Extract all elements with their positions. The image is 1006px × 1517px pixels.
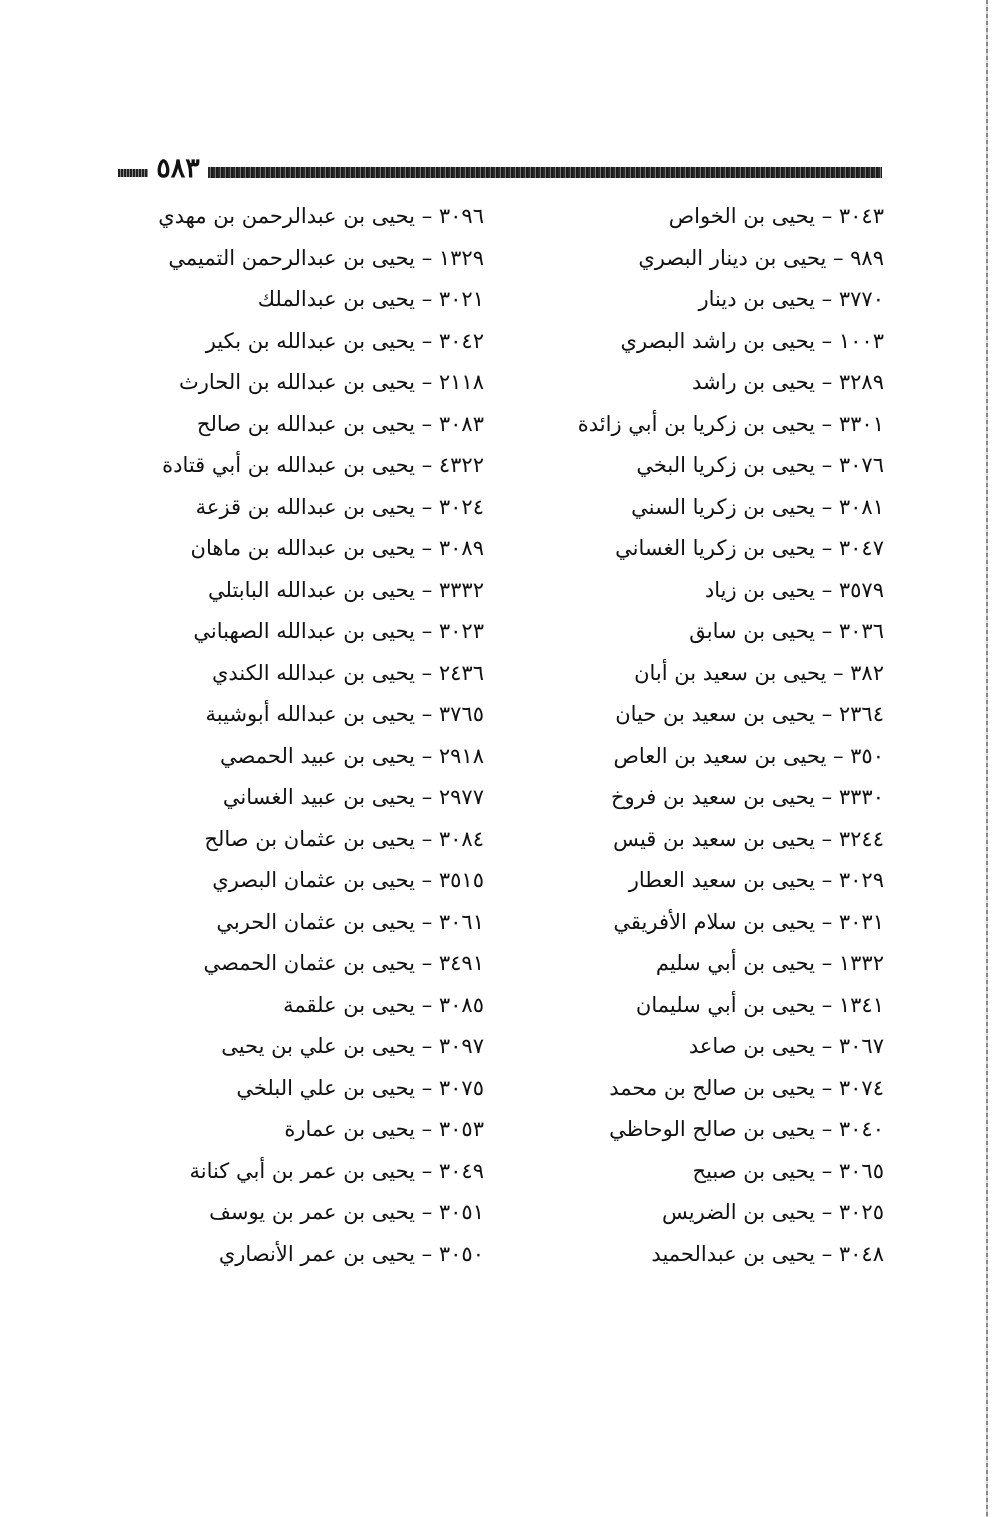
index-entry: ٢٩٧٧ – يحيى بن عبيد الغساني bbox=[222, 785, 484, 809]
index-entry: ٣٠٢٣ – يحيى بن عبدالله الصهباني bbox=[193, 619, 484, 643]
index-entry: ١٣٣٢ – يحيى بن أبي سليم bbox=[655, 951, 884, 975]
header-ornament-left bbox=[118, 169, 148, 177]
index-entry: ٣٠٤٩ – يحيى بن عمر بن أبي كنانة bbox=[189, 1158, 484, 1183]
index-entry: ٣٠٤٨ – يحيى بن عبدالحميد bbox=[651, 1241, 884, 1266]
index-column-right bbox=[484, 196, 884, 1275]
index-entry: ٣٠٦١ – يحيى بن عثمان الحربي bbox=[216, 909, 484, 934]
index-entry: ٣٣٠١ – يحيى بن زكريا بن أبي زائدة bbox=[577, 411, 884, 436]
index-entry: ٣٧٧٠ – يحيى بن دينار bbox=[698, 287, 884, 311]
index-entry: ٣٠٨٩ – يحيى بن عبدالله بن ماهان bbox=[190, 536, 484, 560]
index-entry: ٣٠٨٤ – يحيى بن عثمان بن صالح bbox=[204, 826, 484, 851]
index-entry: ٣٠٥١ – يحيى بن عمر بن يوسف bbox=[209, 1200, 484, 1224]
index-entry: ٣٠٥٠ – يحيى بن عمر الأنصاري bbox=[218, 1241, 484, 1266]
index-entry: ٣٠٣٦ – يحيى بن سابق bbox=[689, 619, 884, 643]
index-entry: ٣٠٢٥ – يحيى بن الضريس bbox=[661, 1200, 884, 1224]
index-columns bbox=[0, 196, 1006, 1296]
page-number: ٥٨٣ bbox=[156, 153, 200, 184]
index-entry: ٣٠٨١ – يحيى بن زكريا السني bbox=[631, 494, 884, 519]
index-entry: ٣٠٩٦ – يحيى بن عبدالرحمن بن مهدي bbox=[158, 204, 484, 228]
index-entry: ٣٠٦٧ – يحيى بن صاعد bbox=[688, 1034, 884, 1058]
index-entry: ٢٤٣٦ – يحيى بن عبدالله الكندي bbox=[211, 660, 484, 685]
index-entry: ٣٥١٥ – يحيى بن عثمان البصري bbox=[212, 868, 484, 892]
index-entry: ٣٢٨٩ – يحيى بن راشد bbox=[692, 370, 884, 394]
index-entry: ٣٤٩١ – يحيى بن عثمان الحمصي bbox=[203, 951, 484, 975]
index-entry: ٢١١٨ – يحيى بن عبدالله بن الحارث bbox=[178, 370, 484, 394]
index-entry: ٣٣٣٠ – يحيى بن سعيد بن فروخ bbox=[611, 785, 884, 809]
index-entry: ١٣٢٩ – يحيى بن عبدالرحمن التميمي bbox=[168, 245, 484, 270]
index-entry: ٣٠٨٥ – يحيى بن علقمة bbox=[283, 992, 484, 1017]
index-entry: ٣٠٦٥ – يحيى بن صبيح bbox=[692, 1158, 884, 1183]
index-entry: ٣٠٧٥ – يحيى بن علي البلخي bbox=[236, 1075, 484, 1100]
index-entry: ٣٠٢٩ – يحيى بن سعيد العطار bbox=[628, 868, 884, 892]
index-entry: ٣٠٤٣ – يحيى بن الخواص bbox=[668, 204, 884, 228]
index-entry: ٣٠٢١ – يحيى بن عبدالملك bbox=[257, 287, 484, 311]
index-entry: ٢٩١٨ – يحيى بن عبيد الحمصي bbox=[220, 743, 484, 768]
index-entry: ٣٠٤٢ – يحيى بن عبدالله بن بكير bbox=[205, 328, 484, 353]
index-entry: ١٠٠٣ – يحيى بن راشد البصري bbox=[620, 328, 884, 353]
index-entry: ٣٠٤٧ – يحيى بن زكريا الغساني bbox=[615, 536, 884, 560]
index-entry: ٣٠٨٣ – يحيى بن عبدالله بن صالح bbox=[196, 411, 484, 436]
index-entry: ٣٠٥٣ – يحيى بن عمارة bbox=[284, 1117, 484, 1141]
header-rule bbox=[208, 167, 882, 178]
index-entry: ٣٠٣١ – يحيى بن سلام الأفريقي bbox=[613, 909, 884, 934]
index-entry: ١٣٤١ – يحيى بن أبي سليمان bbox=[635, 992, 884, 1017]
index-entry: ٣٣٣٢ – يحيى بن عبدالله البابتلي bbox=[207, 577, 484, 602]
index-entry: ٩٨٩ – يحيى بن دينار البصري bbox=[638, 245, 884, 270]
index-entry: ٣٥٠ – يحيى بن سعيد بن العاص bbox=[613, 743, 884, 768]
index-column-left bbox=[134, 196, 484, 1275]
index-entry: ٣٥٧٩ – يحيى بن زياد bbox=[704, 577, 884, 602]
index-entry: ٤٣٢٢ – يحيى بن عبدالله بن أبي قتادة bbox=[162, 453, 484, 477]
index-entry: ٣٧٦٥ – يحيى بن عبدالله أبوشيبة bbox=[205, 702, 484, 726]
page-header bbox=[118, 153, 882, 188]
index-entry: ٣٢٤٤ – يحيى بن سعيد بن قيس bbox=[613, 826, 884, 851]
index-entry: ٢٣٦٤ – يحيى بن سعيد بن حيان bbox=[615, 702, 884, 726]
index-entry: ٣٨٢ – يحيى بن سعيد بن أبان bbox=[634, 660, 884, 685]
index-entry: ٣٠٢٤ – يحيى بن عبدالله بن قزعة bbox=[195, 494, 484, 519]
index-entry: ٣٠٧٤ – يحيى بن صالح بن محمد bbox=[609, 1075, 884, 1100]
index-entry: ٣٠٧٦ – يحيى بن زكريا البخي bbox=[636, 453, 884, 477]
index-entry: ٣٠٩٧ – يحيى بن علي بن يحيى bbox=[221, 1034, 484, 1058]
index-entry: ٣٠٤٠ – يحيى بن صالح الوحاظي bbox=[609, 1117, 884, 1141]
